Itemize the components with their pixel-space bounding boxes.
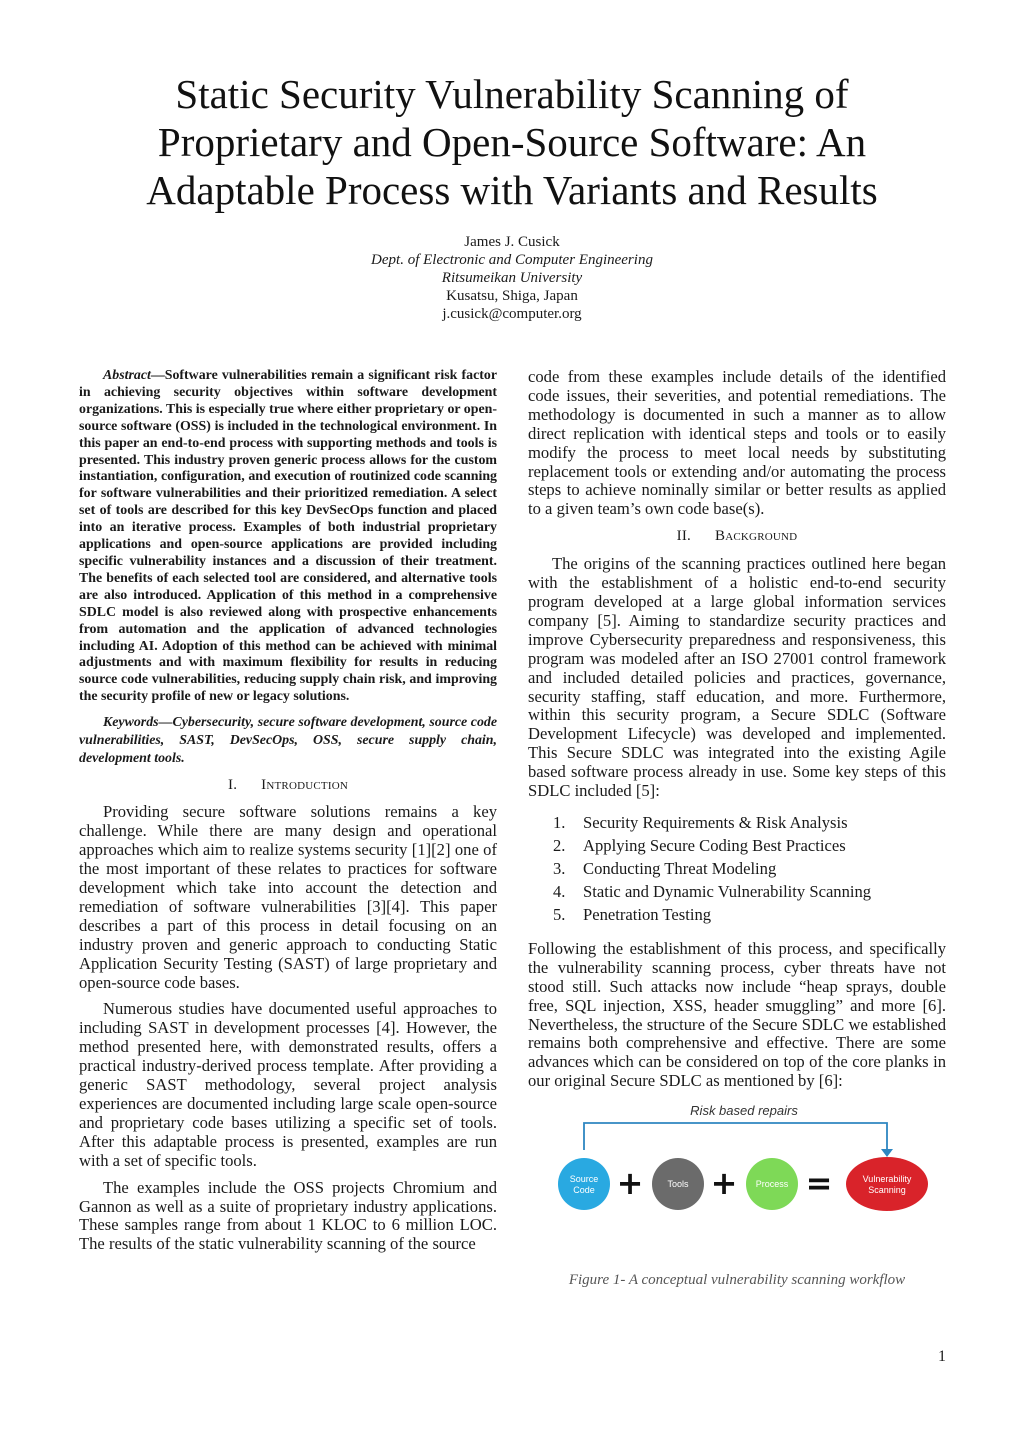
section-title: Introduction: [261, 776, 348, 793]
right-column: [528, 368, 946, 1290]
feedback-arrow: [584, 1123, 887, 1150]
keywords: [79, 714, 497, 767]
author-university: Ritsumeikan University: [441, 270, 583, 286]
plus-operator: +: [710, 1164, 738, 1203]
list-item-number: 2.: [553, 835, 566, 855]
list-item-text: Static and Dynamic Vulnerability Scanning: [583, 881, 872, 901]
figure-caption: Figure 1- A conceptual vulnerability scanning workflow: [568, 1272, 906, 1289]
list-item: [553, 834, 946, 857]
node-label: Tools: [667, 1179, 689, 1190]
page-number: 1: [938, 1348, 946, 1365]
tools-node: [652, 1158, 704, 1210]
intro-paragraph: Providing secure software solutions remains a key challenge. While there are many design and operational approaches which aim to realize systems security [1][2] one of the most important of these relates to practices for software development which take into account the detection and remediation of software vulnerabilities [3][4]. This paper describes a part of this process in detail focusing on an industry proven and generic approach to conducting Static Application Security Testing (SAST) of large proprietary and open-source code bases.: [79, 802, 497, 992]
source-code-node: [558, 1158, 610, 1210]
node-label: Process: [755, 1179, 789, 1190]
figure-1: [528, 1099, 946, 1269]
node-label: Source: [569, 1174, 599, 1185]
list-item: [553, 880, 946, 903]
keywords-label: Keywords: [103, 715, 159, 731]
paper-title: Static Security Vulnerability Scanning of Proprietary and Open-Source Software: An Adaptable Process with Variants and Results: [146, 71, 878, 213]
section-number: II.: [676, 528, 692, 545]
keywords-dash: —: [158, 715, 173, 731]
list-item-number: 5.: [553, 904, 566, 924]
author-department: Dept. of Electronic and Computer Engineering: [371, 252, 653, 268]
plus-operator: +: [616, 1164, 644, 1203]
node-circle: [558, 1158, 610, 1210]
author-email: j.cusick@computer.org: [442, 306, 582, 322]
section-title: Background: [715, 528, 798, 545]
process-node: [746, 1158, 798, 1210]
author-block: [212, 233, 812, 323]
workflow-diagram: [548, 1099, 928, 1221]
arrow-head-icon: [881, 1149, 893, 1157]
node-label: Code: [573, 1185, 595, 1196]
list-item: [553, 811, 946, 834]
intro-paragraph: The examples include the OSS projects Chromium and Gannon as well as a suite of proprietary industry applications. These samples range from about 1 KLOC to 6 million LOC. The results of the static vulnerability scanning of the source: [79, 1177, 497, 1254]
section-heading-introduction: [79, 776, 497, 795]
left-column: [79, 368, 497, 1262]
list-item: [553, 857, 946, 880]
author-location: Kusatsu, Shiga, Japan: [446, 288, 578, 304]
equals-operator: =: [805, 1164, 833, 1203]
abstract-label: Abstract: [103, 368, 151, 383]
list-item: [553, 903, 946, 926]
keywords-text: Cybersecurity, secure software development, source code vulnerabilities, SAST, DevSecOps, OSS, secure supply chain, development tools.: [79, 715, 497, 766]
list-item-number: 3.: [553, 858, 566, 878]
list-item-number: 1.: [553, 812, 566, 832]
background-paragraph: The origins of the scanning practices outlined here began with the establishment of a holistic end-to-end security program developed at a large global information services company [5]. Aiming to standardize security practices and improve Cybersecurity preparedness and responsiveness, this program was modeled after an ISO 27001 control framework and included detailed policies and practices, governance, security staffing, staff education, and more. Furthermore, within this security program, a Secure SDLC (Software Development Lifecycle) was developed and implemented. This Secure SDLC was integrated into the existing Agile based software process already in use. Some key steps of this SDLC included [5]:: [528, 554, 946, 801]
author-name: James J. Cusick: [464, 234, 560, 250]
abstract-dash: —: [150, 368, 165, 383]
list-item-text: Applying Secure Coding Best Practices: [583, 835, 846, 855]
risk-repairs-label: Risk based repairs: [690, 1103, 798, 1119]
list-item-text: Conducting Threat Modeling: [583, 858, 777, 878]
section-heading-background: [528, 527, 946, 546]
section-number: I.: [228, 776, 238, 793]
node-ellipse: [846, 1157, 928, 1211]
abstract: [79, 368, 497, 706]
sdlc-steps-list: [553, 811, 946, 926]
node-label: Scanning: [868, 1185, 906, 1196]
vulnerability-scanning-node: [846, 1157, 928, 1211]
abstract-text: Software vulnerabilities remain a significant risk factor in achieving security objectives within software development organizations. This is especially true where either proprietary or open-source software (OSS) is included in the technological environment. In this paper an end-to-end process with supporting methods and tools is presented. This industry proven generic process allows for the custom instantiation, configuration, and execution of routinized code scanning for software vulnerabilities and their prioritized remediation. A select set of tools are described for this key DevSecOps function and placed into an iterative process. Examples of both industrial proprietary applications and open-source applications are provided including specific vulnerability instances and a discussion of their treatment. The benefits of each selected tool are considered, and alternative tools are also introduced. Application of this method in a comprehensive SDLC model is also reviewed along with prospective enhancements from automation and the application of advanced technologies including AI. Adoption of this method can be achieved with minimal adjustments and with maximum flexibility for results in reducing source code vulnerabilities, reducing supply chain risk, and improving the security profile of new or legacy solutions.: [79, 368, 497, 705]
list-item-number: 4.: [553, 881, 566, 901]
list-item-text: Penetration Testing: [583, 904, 712, 924]
background-paragraph: Following the establishment of this process, and specifically the vulnerability scanning process, cyber threats have not stood still. Such attacks now include “heap sprays, double free, SQL injection, XSS, header smuggling” and more [6]. Nevertheless, the structure of the Secure SDLC we established remains both comprehensive and effective. There are some advances which can be considered on top of the core planks in our original Secure SDLC as mentioned by [6]:: [528, 938, 946, 1091]
list-item-text: Security Requirements & Risk Analysis: [583, 812, 848, 832]
intro-continued-paragraph: code from these examples include details of the identified code issues, their severities, and potential remediations. The methodology is documented in such a manner as to allow direct replication with identical steps and tools or to easily modify the process to meet local needs by substituting replacement tools or extending and/or automating the process steps to achieve nominally similar or better results as applied to a given team’s own code base(s).: [528, 367, 946, 519]
intro-paragraph: Numerous studies have documented useful approaches to including SAST in development processes [4]. However, the method presented here, with demonstrated results, offers a practical industry-derived process template. After providing a generic SAST methodology, several project analysis experiences are documented including large scale open-source and proprietary code bases utilizing a specific set of tools. After this adaptable process is presented, examples are run with a set of specific tools.: [79, 999, 497, 1170]
node-label: Vulnerability: [862, 1174, 912, 1185]
